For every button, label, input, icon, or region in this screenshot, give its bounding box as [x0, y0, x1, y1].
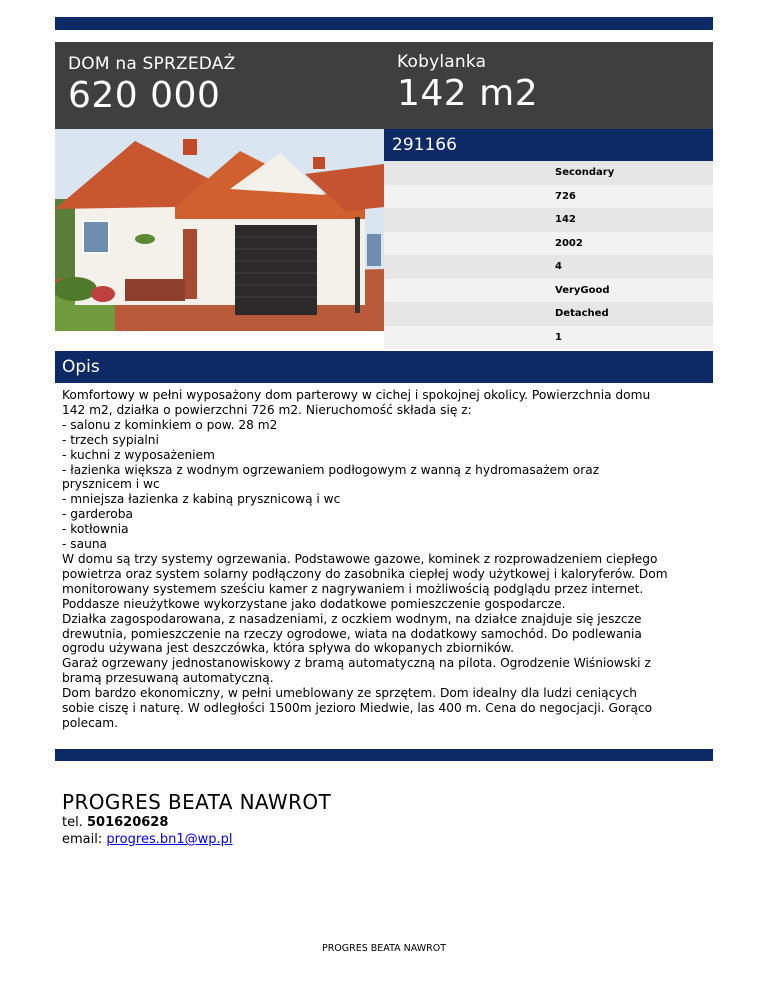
reference-number: 291166 — [392, 135, 457, 155]
email-label: email: — [62, 832, 103, 847]
description-heading: Opis — [62, 357, 100, 377]
spec-row — [384, 208, 713, 232]
spec-row — [384, 185, 713, 209]
description-heading-bar — [55, 351, 713, 383]
spec-row — [384, 279, 713, 303]
phone-number: 501620628 — [86, 815, 169, 830]
listing-header — [55, 42, 713, 129]
spec-row — [384, 326, 713, 350]
spec-row — [384, 161, 713, 185]
house-photo — [55, 129, 384, 331]
spec-row — [384, 232, 713, 256]
listing-location: Kobylanka — [397, 52, 487, 72]
description-text: Komfortowy w pełni wyposażony dom parterowy w cichej i spokojnej okolicy. Powierzchnia domu 142 m2, działka o powierzchni 726 m2. Nieruchomość składa się z: - salonu z kominkiem o pow. 28 m2 - trzech sypialni - kuchni z wyposażeniem - łazienka większa z wodnym ogrzewaniem podłogowym z wanną z hydromasażem oraz prysznicem i wc - mniejsza łazienka z kabiną prysznicową i wc - garderoba - kotłownia - sauna W domu są trzy systemy ogrzewania. Podstawowe gazowe, kominek z rozprowadzeniem ciepłego powietrza oraz system solarny podłączony do zasobnika ciepłej wody użytkowej i kaloryferów. Dom monitorowany systemem sześciu kamer z nagrywaniem i możliwością podglądu przez internet. Poddasze nieużytkowe wykorzystane jako dodatkowe pomieszczenie gospodarcze. Działka zagospodarowana, z nasadzeniami, z oczkiem wodnym, na działce znajduje się jeszcze drewutnia, pomieszczenie na rzeczy ogrodowe, wiata na dodatkowy samochód. Do podlewania ogrodu używana jest deszczówka, która spływa do wkopanych zbiorników. Garaż ogrzewany jednostanowiskowy z bramą automatyczną na pilota. Ogrodzenie Wiśniowski z bramą przesuwaną automatyczną. Dom bardzo ekonomiczny, w pełni umeblowany ze sprzętem. Dom idealny dla ludzi ceniących sobie ciszę i naturę. W odległości 1500m jezioro Miedwie, las 400 m. Cena do negocjacji. Gorąco polecam. — [62, 388, 668, 730]
header-left — [68, 54, 235, 116]
listing-price: 620 000 — [68, 75, 221, 116]
spec-building-type: Detached — [555, 308, 609, 319]
spec-row — [384, 255, 713, 279]
email-link[interactable]: progres.bn1@wp.pl — [106, 832, 233, 847]
spec-plot-area: 726 — [555, 190, 576, 202]
agent-email-line — [62, 831, 331, 848]
top-accent-bar — [55, 17, 713, 30]
separator-bar — [55, 749, 713, 761]
spec-floors: 1 — [555, 331, 562, 343]
agent-name: PROGRES BEATA NAWROT — [62, 790, 332, 814]
phone-label: tel. — [62, 815, 83, 830]
agent-contact — [62, 790, 331, 848]
specs-table — [384, 161, 713, 349]
header-right — [397, 52, 538, 114]
page-footer: PROGRES BEATA NAWROT — [321, 943, 447, 954]
spec-rooms: 4 — [555, 261, 562, 272]
agent-phone-line — [62, 814, 331, 831]
spec-row — [384, 302, 713, 326]
spec-market: Secondary — [555, 167, 615, 178]
listing-area: 142 m2 — [397, 73, 539, 114]
reference-number-bar — [384, 129, 713, 161]
spec-usable-area: 142 — [555, 214, 576, 225]
spec-build-year: 2002 — [555, 237, 583, 249]
listing-type: DOM na SPRZEDAŻ — [68, 54, 236, 74]
spec-condition: VeryGood — [555, 284, 610, 296]
